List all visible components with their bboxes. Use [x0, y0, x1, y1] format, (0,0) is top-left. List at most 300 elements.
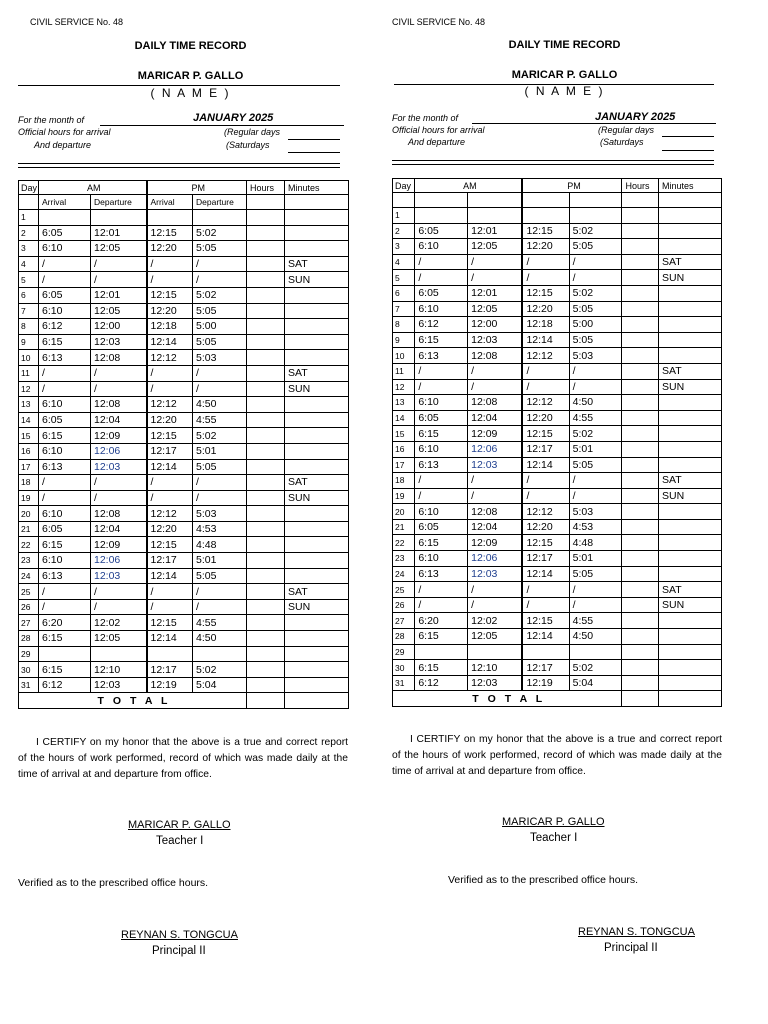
day-number: 6 [393, 285, 415, 301]
hours [622, 301, 659, 317]
am-departure: 12:03 [91, 568, 147, 584]
table-row [19, 506, 349, 522]
header-pm-departure: Departure [193, 195, 247, 210]
header-day: Day [19, 181, 39, 195]
pm-departure: 5:05 [569, 332, 622, 348]
table-row [393, 535, 722, 551]
hours [622, 535, 659, 551]
am-departure: 12:09 [91, 428, 147, 444]
pm-arrival: 12:15 [147, 537, 193, 553]
day-number: 24 [393, 566, 415, 582]
day-number: 12 [19, 381, 39, 397]
day-number: 30 [393, 660, 415, 676]
am-arrival: 6:10 [415, 504, 468, 520]
principal-position: Principal II [604, 942, 658, 954]
minutes-note [285, 225, 349, 241]
pm-departure [193, 210, 247, 226]
total-minutes [285, 693, 349, 709]
am-arrival [39, 210, 91, 226]
am-departure: 12:05 [468, 239, 523, 255]
header-minutes: Minutes [659, 179, 722, 193]
pm-arrival: / [522, 488, 569, 504]
pm-departure: 4:53 [193, 521, 247, 537]
day-number: 20 [19, 506, 39, 522]
am-departure: 12:09 [468, 426, 523, 442]
pm-departure: 5:03 [193, 506, 247, 522]
divider-line [392, 160, 714, 161]
minutes-note [659, 441, 722, 457]
am-departure: 12:02 [468, 613, 523, 629]
dtr-form-right [392, 0, 737, 1024]
table-body [19, 181, 349, 210]
pm-arrival: 12:20 [522, 301, 569, 317]
hours [247, 506, 285, 522]
minutes-note [659, 223, 722, 239]
minutes-note: SUN [659, 270, 722, 286]
divider-line [18, 163, 340, 164]
day-number: 21 [19, 521, 39, 537]
pm-departure: / [569, 488, 622, 504]
day-number: 5 [19, 272, 39, 288]
am-arrival [415, 208, 468, 224]
table-row [19, 475, 349, 491]
pm-arrival: 12:18 [522, 317, 569, 333]
day-number: 5 [393, 270, 415, 286]
minutes-note [285, 568, 349, 584]
pm-arrival: 12:20 [522, 239, 569, 255]
day-rows [19, 210, 349, 693]
regular-days-label: (Regular days [598, 125, 655, 135]
table-row [19, 287, 349, 303]
day-number: 26 [19, 599, 39, 615]
table-row [393, 582, 722, 598]
table-row [19, 397, 349, 413]
regular-days-line [288, 139, 340, 140]
pm-arrival [522, 644, 569, 660]
pm-arrival: 12:15 [522, 223, 569, 239]
minutes-note: SUN [285, 381, 349, 397]
pm-departure: 4:55 [193, 615, 247, 631]
table-row [19, 303, 349, 319]
pm-arrival: 12:15 [522, 426, 569, 442]
am-departure: 12:06 [91, 443, 147, 459]
pm-arrival: / [147, 381, 193, 397]
day-number: 30 [19, 662, 39, 678]
header-blank [285, 195, 349, 210]
pm-departure: 5:05 [193, 241, 247, 257]
civil-service-label: CIVIL SERVICE No. 48 [392, 17, 486, 27]
table-row [393, 363, 722, 379]
hours [247, 334, 285, 350]
pm-departure: 5:02 [569, 285, 622, 301]
pm-arrival: / [522, 254, 569, 270]
pm-arrival: 12:20 [147, 303, 193, 319]
minutes-note [659, 301, 722, 317]
header-day: Day [393, 179, 415, 193]
hours [622, 348, 659, 364]
pm-departure: 5:05 [569, 239, 622, 255]
table-row [393, 519, 722, 535]
pm-arrival: 12:14 [522, 332, 569, 348]
am-arrival: / [39, 365, 91, 381]
month-label: For the month of [18, 115, 85, 125]
pm-arrival: 12:17 [522, 441, 569, 457]
day-number: 27 [393, 613, 415, 629]
am-departure: / [468, 488, 523, 504]
minutes-note [285, 677, 349, 693]
am-departure: 12:04 [91, 521, 147, 537]
pm-departure: 5:02 [569, 426, 622, 442]
pm-departure: 5:01 [193, 553, 247, 569]
day-number: 6 [19, 287, 39, 303]
hours [247, 615, 285, 631]
pm-arrival: 12:14 [147, 459, 193, 475]
hours [247, 287, 285, 303]
am-arrival: 6:15 [39, 631, 91, 647]
table-row [19, 443, 349, 459]
pm-arrival: 12:19 [522, 675, 569, 691]
pm-arrival: 12:20 [522, 410, 569, 426]
table-row [19, 334, 349, 350]
am-departure: 12:05 [91, 631, 147, 647]
pm-arrival: 12:14 [147, 631, 193, 647]
header-blank [19, 195, 39, 210]
hours [622, 519, 659, 535]
table-row [393, 629, 722, 645]
am-departure: 12:05 [468, 629, 523, 645]
table-row [393, 426, 722, 442]
am-arrival: / [39, 475, 91, 491]
am-departure: / [91, 599, 147, 615]
table-row [19, 272, 349, 288]
am-departure: 12:08 [91, 350, 147, 366]
pm-arrival: 12:12 [147, 397, 193, 413]
am-departure: / [91, 365, 147, 381]
hours [247, 631, 285, 647]
month-underline [472, 123, 716, 124]
pm-departure: 5:05 [193, 568, 247, 584]
hours [622, 395, 659, 411]
day-number: 22 [19, 537, 39, 553]
am-arrival: 6:05 [415, 223, 468, 239]
hours [247, 662, 285, 678]
pm-departure: 5:02 [569, 660, 622, 676]
table-row [19, 615, 349, 631]
am-departure: 12:10 [91, 662, 147, 678]
hours [622, 457, 659, 473]
day-number: 25 [19, 584, 39, 600]
hours [622, 551, 659, 567]
hours [247, 319, 285, 335]
minutes-note: SAT [659, 363, 722, 379]
hours [247, 443, 285, 459]
table-row [393, 254, 722, 270]
pm-arrival: / [522, 473, 569, 489]
minutes-note [659, 208, 722, 224]
day-number: 2 [393, 223, 415, 239]
day-rows [393, 208, 722, 691]
table-row [393, 457, 722, 473]
am-departure: 12:09 [91, 537, 147, 553]
hours [622, 426, 659, 442]
pm-departure: 4:50 [193, 397, 247, 413]
minutes-note: SAT [659, 473, 722, 489]
pm-departure: / [569, 363, 622, 379]
saturdays-label: (Saturdays [226, 140, 270, 150]
minutes-note: SAT [659, 254, 722, 270]
hours [247, 350, 285, 366]
table-row [19, 241, 349, 257]
am-arrival: 6:20 [39, 615, 91, 631]
pm-arrival: / [147, 365, 193, 381]
am-arrival [39, 646, 91, 662]
am-arrival: / [39, 584, 91, 600]
header-am-departure: Departure [91, 195, 147, 210]
pm-departure: 5:01 [193, 443, 247, 459]
pm-departure: / [193, 256, 247, 272]
employee-signature-name: MARICAR P. GALLO [502, 816, 605, 828]
am-departure: 12:08 [468, 348, 523, 364]
pm-departure: 4:53 [569, 519, 622, 535]
day-number: 22 [393, 535, 415, 551]
table-row [19, 490, 349, 506]
header-blank [659, 193, 722, 208]
day-number: 29 [393, 644, 415, 660]
saturdays-line [288, 152, 340, 153]
hours [622, 566, 659, 582]
pm-arrival: 12:17 [522, 660, 569, 676]
day-number: 3 [19, 241, 39, 257]
am-arrival: 6:05 [415, 285, 468, 301]
pm-departure: 5:04 [569, 675, 622, 691]
pm-arrival: 12:15 [147, 225, 193, 241]
am-departure: 12:09 [468, 535, 523, 551]
form-title: DAILY TIME RECORD [134, 40, 247, 52]
minutes-note [285, 553, 349, 569]
minutes-note [285, 443, 349, 459]
hours [247, 521, 285, 537]
am-arrival: 6:15 [39, 428, 91, 444]
hours [247, 381, 285, 397]
pm-arrival: / [522, 582, 569, 598]
header-blank [569, 193, 622, 208]
day-number: 1 [19, 210, 39, 226]
day-number: 2 [19, 225, 39, 241]
principal-signature-name: REYNAN S. TONGCUA [121, 929, 238, 941]
pm-arrival: 12:17 [522, 551, 569, 567]
pm-arrival: 12:17 [147, 443, 193, 459]
hours [622, 379, 659, 395]
am-arrival: 6:10 [415, 441, 468, 457]
table-row [393, 473, 722, 489]
table-row [393, 551, 722, 567]
am-departure: 12:03 [91, 459, 147, 475]
hours [622, 285, 659, 301]
hours [622, 473, 659, 489]
minutes-note [659, 457, 722, 473]
minutes-note [285, 397, 349, 413]
minutes-note [285, 506, 349, 522]
pm-arrival: 12:14 [522, 629, 569, 645]
pm-arrival: 12:14 [522, 457, 569, 473]
am-departure [468, 208, 523, 224]
minutes-note [285, 662, 349, 678]
minutes-note: SUN [285, 272, 349, 288]
pm-departure: 5:00 [569, 317, 622, 333]
table-row [393, 613, 722, 629]
hours [622, 597, 659, 613]
minutes-note [659, 613, 722, 629]
am-departure: 12:01 [91, 287, 147, 303]
minutes-note: SUN [659, 488, 722, 504]
day-number: 1 [393, 208, 415, 224]
pm-arrival [147, 646, 193, 662]
hours [247, 412, 285, 428]
day-number: 10 [19, 350, 39, 366]
table-row [19, 459, 349, 475]
minutes-note [659, 629, 722, 645]
am-departure: 12:00 [468, 317, 523, 333]
am-arrival: 6:13 [415, 348, 468, 364]
pm-arrival: 12:15 [147, 428, 193, 444]
header-hours: Hours [247, 181, 285, 195]
header-blank [247, 195, 285, 210]
am-departure: 12:06 [91, 553, 147, 569]
verified-text: Verified as to the prescribed office hours. [448, 874, 639, 886]
table-row [19, 256, 349, 272]
am-arrival: 6:13 [415, 566, 468, 582]
day-number: 24 [19, 568, 39, 584]
hours [622, 223, 659, 239]
hours [247, 365, 285, 381]
pm-departure: 4:50 [193, 631, 247, 647]
pm-departure: 5:00 [193, 319, 247, 335]
am-arrival: / [39, 490, 91, 506]
minutes-note: SUN [659, 379, 722, 395]
pm-arrival: / [522, 379, 569, 395]
am-departure: / [91, 272, 147, 288]
am-departure: 12:03 [468, 675, 523, 691]
pm-arrival: / [147, 256, 193, 272]
table-row [19, 568, 349, 584]
minutes-note [659, 566, 722, 582]
day-number: 17 [19, 459, 39, 475]
am-departure: / [468, 254, 523, 270]
pm-departure: 5:02 [193, 287, 247, 303]
hours [622, 239, 659, 255]
hours [622, 629, 659, 645]
pm-departure: / [569, 254, 622, 270]
pm-arrival: / [522, 363, 569, 379]
am-arrival: 6:15 [39, 334, 91, 350]
am-arrival: / [415, 473, 468, 489]
am-arrival: 6:10 [39, 397, 91, 413]
pm-arrival: 12:12 [147, 506, 193, 522]
hours [247, 397, 285, 413]
am-departure: 12:02 [91, 615, 147, 631]
am-arrival: / [415, 379, 468, 395]
day-number: 15 [393, 426, 415, 442]
table-row [19, 350, 349, 366]
am-arrival: 6:10 [39, 241, 91, 257]
day-number: 8 [19, 319, 39, 335]
minutes-note [659, 285, 722, 301]
table-row [19, 319, 349, 335]
pm-departure: 5:01 [569, 551, 622, 567]
am-arrival: / [415, 254, 468, 270]
am-departure: 12:06 [468, 441, 523, 457]
pm-departure: 5:02 [193, 225, 247, 241]
am-arrival: 6:10 [39, 303, 91, 319]
am-arrival: / [415, 363, 468, 379]
total-minutes [659, 691, 722, 707]
day-number: 26 [393, 597, 415, 613]
am-departure: / [468, 379, 523, 395]
pm-arrival: / [147, 272, 193, 288]
pm-arrival: 12:15 [147, 615, 193, 631]
pm-departure: / [569, 473, 622, 489]
am-arrival: 6:10 [39, 506, 91, 522]
table-row [19, 225, 349, 241]
table-row [393, 644, 722, 660]
table-row [393, 660, 722, 676]
minutes-note [285, 303, 349, 319]
minutes-note [285, 287, 349, 303]
header-am: AM [39, 181, 147, 195]
minutes-note [659, 348, 722, 364]
am-arrival: 6:15 [415, 426, 468, 442]
minutes-note [659, 551, 722, 567]
pm-arrival: 12:14 [147, 334, 193, 350]
am-departure: 12:03 [468, 566, 523, 582]
am-departure: 12:03 [468, 332, 523, 348]
day-number: 4 [19, 256, 39, 272]
day-number: 7 [19, 303, 39, 319]
pm-departure: 5:03 [569, 504, 622, 520]
minutes-note [285, 350, 349, 366]
pm-departure: / [569, 597, 622, 613]
day-number: 25 [393, 582, 415, 598]
dtr-form-left [18, 0, 363, 1024]
hours [247, 646, 285, 662]
minutes-note [659, 504, 722, 520]
pm-arrival: / [147, 490, 193, 506]
civil-service-label: CIVIL SERVICE No. 48 [30, 17, 124, 27]
pm-departure: 5:05 [193, 334, 247, 350]
total-hours [247, 693, 285, 709]
minutes-note: SUN [285, 599, 349, 615]
am-departure: 12:01 [468, 285, 523, 301]
header-blank [468, 193, 523, 208]
am-arrival: 6:20 [415, 613, 468, 629]
header-hours: Hours [622, 179, 659, 193]
minutes-note [659, 395, 722, 411]
table-row [393, 348, 722, 364]
header-blank [622, 193, 659, 208]
day-number: 11 [393, 363, 415, 379]
day-number: 9 [393, 332, 415, 348]
am-departure: 12:04 [468, 410, 523, 426]
day-number: 20 [393, 504, 415, 520]
am-departure: 12:03 [91, 334, 147, 350]
regular-days-line [662, 136, 714, 137]
table-row [393, 301, 722, 317]
minutes-note [659, 426, 722, 442]
day-number: 28 [19, 631, 39, 647]
am-departure: 12:04 [91, 412, 147, 428]
day-number: 29 [19, 646, 39, 662]
day-number: 27 [19, 615, 39, 631]
